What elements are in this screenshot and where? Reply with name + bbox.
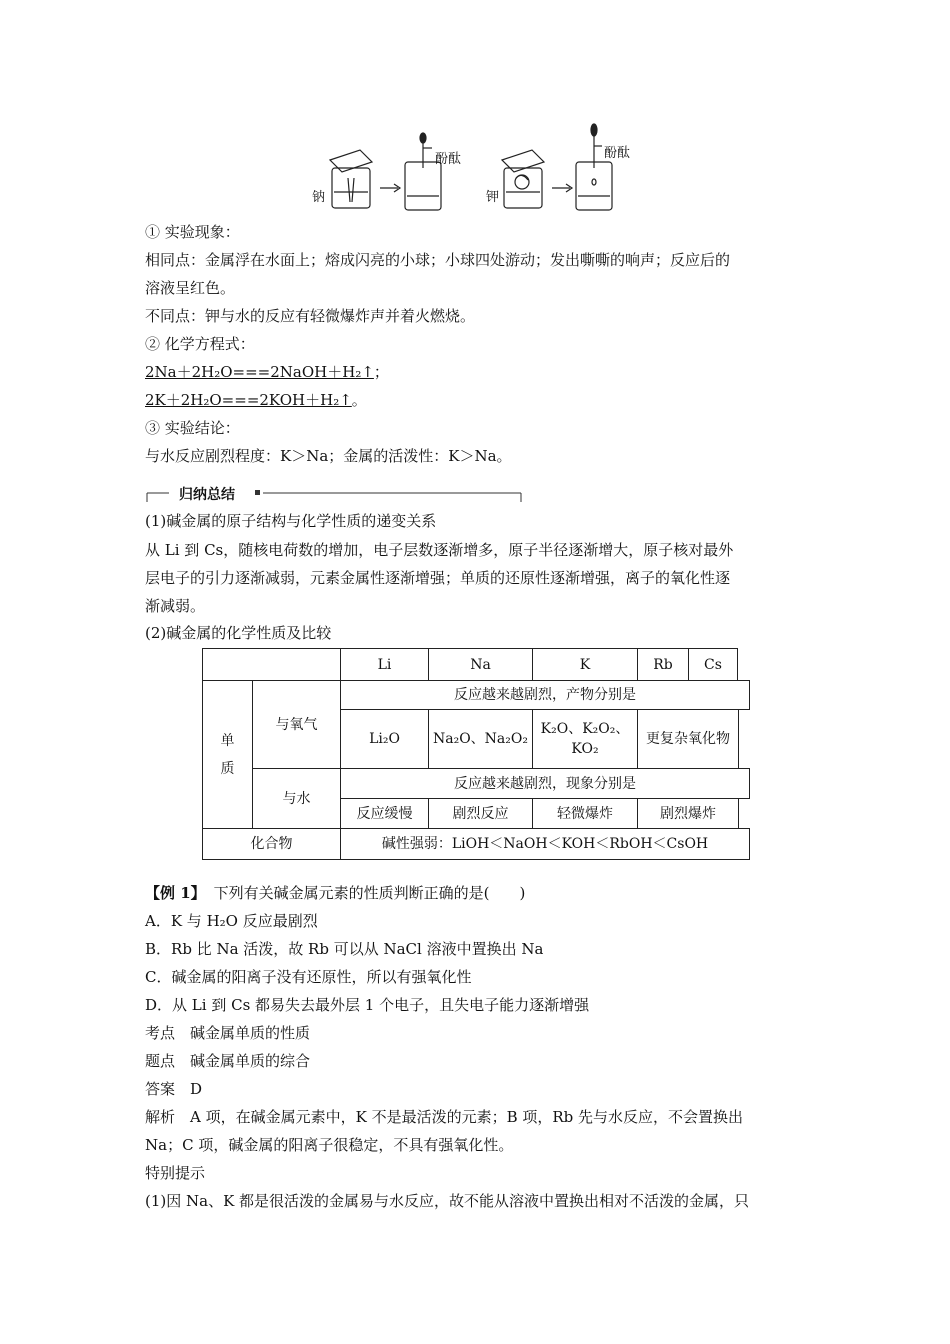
summary-item1-line3: 渐减弱。 (145, 597, 206, 615)
conclusion-heading: ③ 实验结论： (145, 419, 240, 437)
table-header-empty (202, 648, 341, 681)
table-header-rb: Rb (637, 648, 689, 681)
table-water-li: 反应缓慢 (340, 798, 429, 829)
analysis-line1: 解析 A 项，在碱金属元素中，K 不是最活泼的元素；B 项，Rb 先与水反应，不会置换出 (145, 1108, 744, 1126)
table-oxygen-li: Li₂O (340, 709, 429, 769)
option-d: D．从 Li 到 Cs 都易失去最外层 1 个电子，且失电子能力逐渐增强 (145, 996, 590, 1014)
summary-item1-line2: 层电子的引力逐渐减弱，元素金属性逐渐增强；单质的还原性逐渐增强，离子的氧化性逐 (145, 569, 731, 587)
kaodian: 考点 碱金属单质的性质 (145, 1024, 311, 1042)
equation-1-end: ； (373, 363, 389, 381)
summary-item1-line1: 从 Li 到 Cs，随核电荷数的增加，电子层数逐渐增多，原子半径逐渐增大，原子核对最外 (145, 541, 734, 559)
summary-title: 归纳总结 (175, 484, 239, 504)
label-potassium: 钾 (486, 190, 500, 205)
table-header-cs: Cs (688, 648, 738, 681)
table-header-na: Na (428, 648, 533, 681)
experiment-figure (310, 120, 640, 215)
tip-heading: 特别提示 (145, 1164, 206, 1182)
similar-points-cont: 溶液呈红色。 (145, 279, 236, 297)
example-question (145, 883, 525, 903)
answer: 答案 D (145, 1080, 203, 1098)
different-points: 不同点：钾与水的反应有轻微爆炸声并着火燃烧。 (145, 307, 476, 325)
table-oxygen-note: 反应越来越剧烈，产物分别是 (340, 680, 750, 710)
equations-heading: ② 化学方程式： (145, 335, 255, 353)
tip-line1: (1)因 Na、K 都是很活泼的金属易与水反应，故不能从溶液中置换出相对不活泼的金属，只 (145, 1192, 750, 1210)
conclusion-text: 与水反应剧烈程度：K＞Na；金属的活泼性：K＞Na。 (145, 447, 512, 465)
table-water-note: 反应越来越剧烈，现象分别是 (340, 768, 750, 799)
tidian: 题点 碱金属单质的综合 (145, 1052, 311, 1070)
phenomena-heading: ① 实验现象： (145, 223, 240, 241)
table-row-compound-label: 化合物 (202, 828, 341, 860)
table-group-elemental: 单 质 (202, 680, 253, 829)
equation-1-text: 2Na＋2H₂O===2NaOH＋H₂↑ (145, 363, 374, 381)
beaker-illustration (310, 120, 640, 215)
table-oxygen-k: K₂O、K₂O₂、KO₂ (532, 709, 638, 769)
example-label: 【例 1】 (145, 884, 206, 902)
option-a: A．K 与 H₂O 反应最剧烈 (145, 912, 318, 930)
table-water-na: 剧烈反应 (428, 798, 533, 829)
equation-2-end: 。 (351, 391, 367, 409)
example-question-text: 下列有关碱金属元素的性质判断正确的是( ) (213, 884, 526, 902)
label-phenolphthalein-2: 酚酞 (604, 146, 631, 161)
equation-2 (145, 390, 367, 410)
table-row-water-label: 与水 (252, 768, 341, 829)
summary-item2-title: (2)碱金属的化学性质及比较 (145, 624, 332, 642)
table-row-oxygen-label: 与氧气 (252, 680, 341, 769)
option-b: B．Rb 比 Na 活泼，故 Rb 可以从 NaCl 溶液中置换出 Na (145, 940, 544, 958)
table-water-k: 轻微爆炸 (532, 798, 638, 829)
table-water-rb-cs: 剧烈爆炸 (637, 798, 739, 829)
equation-1 (145, 362, 389, 382)
label-sodium: 钠 (312, 190, 326, 205)
option-c: C．碱金属的阳离子没有还原性，所以有强氧化性 (145, 968, 472, 986)
table-header-k: K (532, 648, 638, 681)
summary-item1-title: (1)碱金属的原子结构与化学性质的递变关系 (145, 512, 437, 530)
table-header-li: Li (340, 648, 429, 681)
table-oxygen-rb-cs: 更复杂氧化物 (637, 709, 739, 769)
similar-points: 相同点：金属浮在水面上；熔成闪亮的小球；小球四处游动；发出嘶嘶的响声；反应后的 (145, 251, 731, 269)
alkali-metals-table (202, 648, 750, 860)
table-compound-note: 碱性强弱：LiOH＜NaOH＜KOH＜RbOH＜CsOH (340, 828, 750, 860)
analysis-line2: Na；C 项，碱金属的阳离子很稳定，不具有强氧化性。 (145, 1136, 514, 1154)
equation-2-text: 2K＋2H₂O===2KOH＋H₂↑ (145, 391, 352, 409)
label-phenolphthalein-1: 酚酞 (435, 152, 462, 167)
summary-header (145, 484, 525, 506)
table-oxygen-na: Na₂O、Na₂O₂ (428, 709, 533, 769)
